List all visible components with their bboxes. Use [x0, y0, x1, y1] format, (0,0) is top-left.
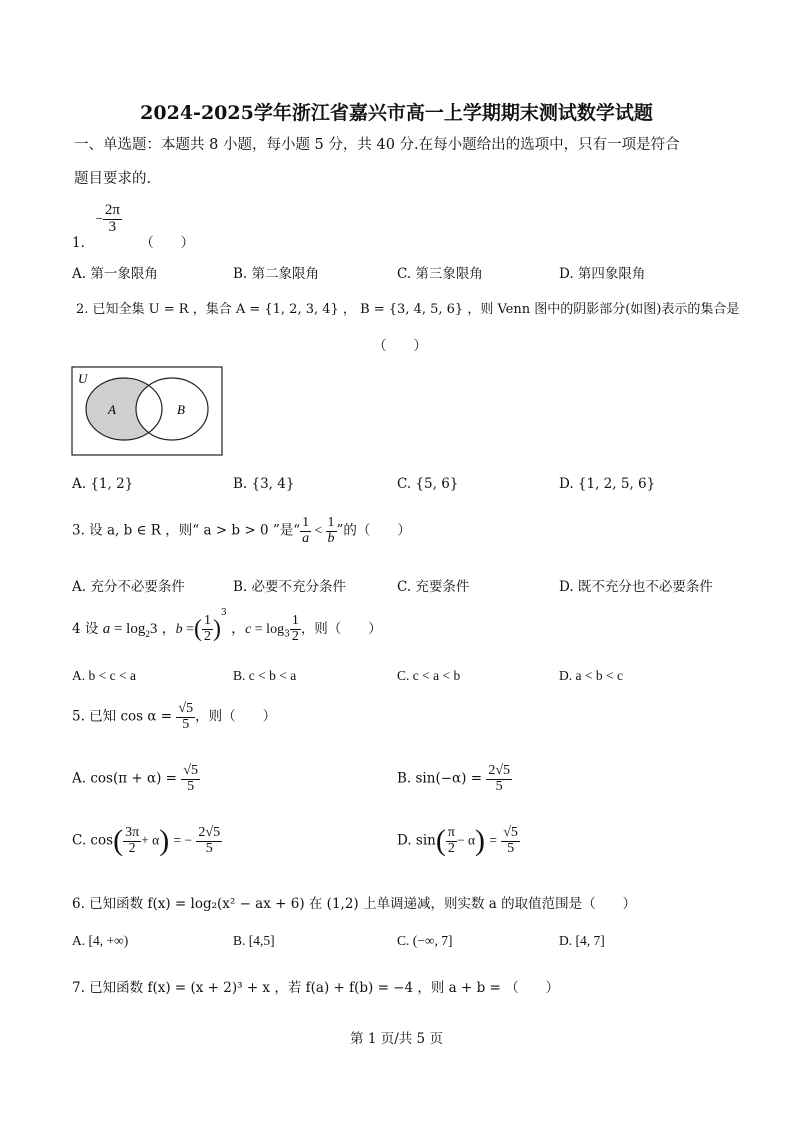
question-3-frac1-num: 1	[302, 515, 310, 530]
question-5-den: 5	[182, 716, 190, 732]
q5-option-b-num: 2√5	[488, 763, 510, 778]
q1-option-a: A. 第一象限角	[72, 266, 158, 282]
q2-option-a: A. {1, 2}	[72, 476, 134, 492]
q4-option-a: A. b < c < a	[72, 668, 136, 683]
question-4-b-exp: 3	[221, 608, 227, 618]
question-3-frac2-num: 1	[327, 515, 335, 530]
question-3-frac1-den: a	[302, 530, 310, 546]
q6-option-c: C. (−∞, 7]	[397, 933, 453, 948]
q5-option-c-den: 5	[205, 840, 213, 856]
question-7-text: 7. 已知函数 f(x) = (x + 2)³ + x ，若 f(a) + f(b) = −4 ，则 a + b = （ ）	[72, 980, 560, 996]
question-1-angle-denominator: 3	[108, 218, 117, 235]
question-1-minus: −	[95, 210, 103, 226]
q5-option-b-den: 5	[495, 778, 503, 794]
question-5-num: √5	[178, 701, 194, 716]
q5-option-c-num: 2√5	[198, 824, 221, 840]
q5-option-c-in-den: 2	[128, 840, 136, 856]
q5-option-b	[397, 764, 512, 794]
question-1	[72, 202, 195, 251]
question-4-c-num: 1	[291, 613, 299, 629]
q3-option-a: A. 充分不必要条件	[72, 579, 185, 595]
q2-option-b: B. {3, 4}	[233, 476, 295, 492]
q5-option-d: D. sin( $\frac{\pi}{2}$ − α) = $\frac{√5}{5}$	[397, 824, 518, 857]
question-3-post: ”的（ ）	[336, 522, 411, 539]
q1-option-c: C. 第三象限角	[397, 266, 483, 282]
q3-option-b: B. 必要不充分条件	[233, 579, 347, 595]
question-1-angle-numerator: 2π	[104, 202, 120, 218]
q5-option-d-eq: =	[489, 832, 497, 848]
q4-option-d: D. a < b < c	[559, 668, 623, 683]
q5-option-d-den: 5	[507, 840, 515, 856]
page-footer: 第 1 页/共 5 页	[350, 1031, 443, 1047]
q5-option-d-num: √5	[503, 824, 518, 840]
question-1-number: 1.	[72, 234, 85, 251]
question-5-post: ，则（ ）	[195, 708, 277, 725]
q2-option-d: D. {1, 2, 5, 6}	[559, 476, 656, 492]
q5-option-a-num: √5	[183, 763, 198, 778]
q3-option-d: D. 既不充分也不必要条件	[559, 579, 713, 595]
q5-option-a-expr: A. cos(π + α) =	[72, 770, 177, 787]
venn-diagram	[71, 366, 224, 457]
question-4-b-num: 1	[204, 613, 212, 629]
question-4-post: ，则（ ）	[300, 621, 382, 637]
q5-option-c-in-num: 3π	[125, 824, 140, 840]
q5-option-c-func: C. cos	[72, 832, 114, 849]
question-6-text: 6. 已知函数 f(x) = log₂(x² − ax + 6) 在 (1,2) 上单调递减，则实数 a 的取值范围是（ ）	[72, 896, 637, 912]
q5-option-c-eq: = −	[173, 832, 193, 848]
q5-option-a	[72, 764, 200, 794]
q5-option-d-in-den: 2	[447, 840, 455, 856]
q6-option-a: A. [4, +∞)	[72, 933, 129, 948]
q4-option-c: C. c < a < b	[397, 668, 461, 683]
q5-option-d-in-num: π	[447, 824, 455, 840]
q4-option-b: B. c < b < a	[233, 668, 297, 683]
venn-label-a: A	[108, 402, 116, 417]
question-3-lt: <	[311, 522, 326, 538]
question-4-a-expr: = log	[110, 621, 146, 637]
q3-option-c: C. 充要条件	[397, 579, 470, 595]
question-4: 4 设 $a = \log_23$ ，b =( $\frac{1}{2}$ )$^3$ ，$c = \log_3$ $\frac{1}{2}$ ，则（ ）	[72, 608, 382, 644]
question-2-paren: （ ）	[373, 338, 427, 354]
question-5-pre: 5. 已知 cos α =	[72, 708, 173, 725]
q5-option-b-expr: B. sin(−α) =	[397, 770, 483, 787]
q6-option-d: D. [4, 7]	[559, 933, 605, 948]
q5-option-c: C. cos( $\frac{3\pi}{2}$ + α) = − $\frac{2√5}{5}$	[72, 824, 221, 857]
q5-option-a-den: 5	[187, 778, 195, 794]
question-4-b-den: 2	[204, 629, 212, 644]
question-5	[72, 702, 276, 732]
q5-option-d-func: D. sin	[397, 832, 436, 849]
question-4-a-base: 2	[145, 629, 150, 639]
q5-option-c-mid: + α	[141, 832, 160, 848]
section-heading-line1: 一、单选题：本题共 8 小题，每小题 5 分，共 40 分.在每小题给出的选项中，只有一项是符合	[74, 137, 680, 153]
section-heading-line2: 题目要求的.	[74, 171, 152, 187]
venn-label-u: U	[78, 371, 88, 386]
question-3-frac2-den: b	[327, 530, 335, 546]
q6-option-b: B. [4,5]	[233, 933, 275, 948]
q1-option-d: D. 第四象限角	[559, 266, 646, 282]
question-2-text: 2. 已知全集 U = R ，集合 A = {1, 2, 3, 4} ， B = {3, 4, 5, 6} ，则 Venn 图中的阴影部分(如图)表示的集合是	[76, 302, 740, 317]
question-4-c-den: 2	[291, 629, 299, 644]
q2-option-c: C. {5, 6}	[397, 476, 459, 492]
q1-option-b: B. 第二象限角	[233, 266, 320, 282]
question-1-paren: （ ）	[140, 234, 195, 251]
question-3	[72, 516, 411, 546]
question-4-pre: 4 设	[72, 621, 99, 637]
q5-option-d-mid: − α	[456, 832, 476, 848]
question-4-a-arg: 3	[149, 621, 158, 637]
question-4-c-base: 3	[284, 629, 290, 640]
venn-label-b: B	[177, 402, 185, 417]
question-3-pre: 3. 设 a, b ∈ R ，则“ a > b > 0 ”是“	[72, 522, 301, 539]
page-title: 2024-2025学年浙江省嘉兴市高一上学期期末测试数学试题	[140, 102, 653, 124]
